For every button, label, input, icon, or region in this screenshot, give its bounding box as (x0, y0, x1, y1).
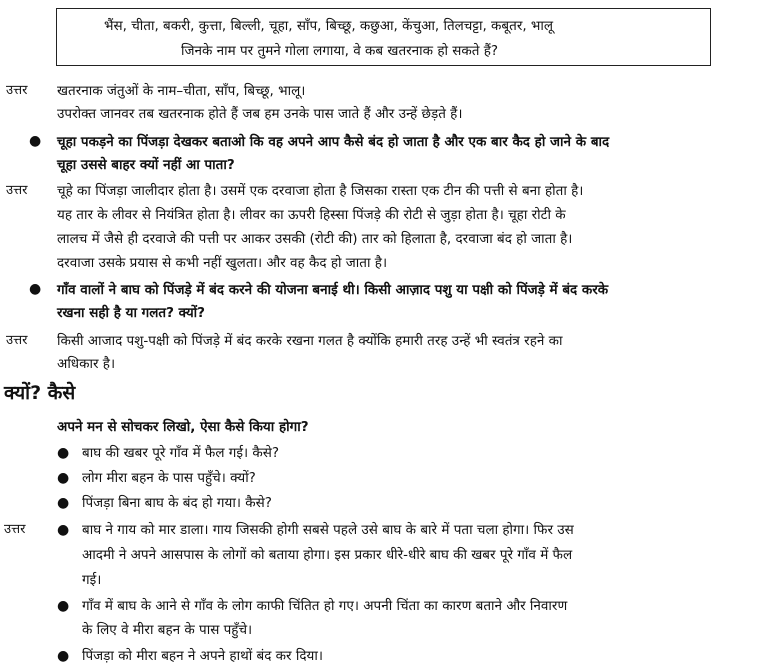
bullet-icon: ● (29, 133, 42, 149)
question-2-line-2: चूहा उससे बाहर क्यों नहीं आ पाता? (57, 157, 235, 173)
answer-2-line-2: यह तार के लीवर से नियंत्रित होता है। लीवर का ऊपरी हिस्सा पिंजड़े की रोटी से जुड़ा होता है। चूहा रोटी के (57, 207, 566, 223)
bullet-icon: ● (57, 445, 70, 461)
answer-2-line-1: चूहे का पिंजड़ा जालीदार होता है। उसमें एक दरवाजा होता है जिसका रास्ता एक टीन की पत्ती से बना होता है। (57, 183, 584, 199)
section-heading: क्यों? कैसे (4, 382, 76, 404)
answer-first-line-2: आदमी ने अपने आसपास के लोगों को बताया होगा। इस प्रकार धीरे-धीरे बाघ की खबर पूरे गाँव में फैल (82, 547, 573, 563)
answer-second-line-2: के लिए वे मीरा बहन के पास पहुँचे। (82, 622, 253, 638)
box-line-1: भैंस, चीता, बकरी, कुत्ता, बिल्ली, चूहा, साँप, बिच्छू, कछुआ, केंचुआ, तिलचट्टा, कबूतर, भालू (104, 18, 554, 34)
question-2-line-1: चूहा पकड़ने का पिंजड़ा देखकर बताओ कि वह अपने आप कैसे बंद हो जाता है और एक बार कैद हो जाने के बाद (57, 134, 610, 150)
box-line-2: जिनके नाम पर तुमने गोला लगाया, वे कब खतरनाक हो सकते हैं? (181, 43, 499, 59)
bullet-icon: ● (57, 648, 70, 664)
answer-1-line-2: उपरोक्त जानवर तब खतरनाक होते हैं जब हम उनके पास जाते हैं और उन्हें छेड़ते हैं। (57, 106, 463, 122)
answer-third-line-1: पिंजड़ा को मीरा बहन ने अपने हाथों बंद कर दिया। (82, 648, 323, 664)
answer-label-4: उत्तर (4, 522, 26, 537)
answer-3-line-2: अधिकार है। (57, 356, 116, 372)
answer-2-line-4: दरवाजा उसके प्रयास से कभी नहीं खुलता। और वह कैद हो जाता है। (57, 255, 388, 271)
answer-second-line-1: गाँव में बाघ के आने से गाँव के लोग काफी चिंतित हो गए। अपनी चिंता का कारण बताने और निवारण (82, 598, 568, 614)
question-3-line-2: रखना सही है या गलत? क्यों? (57, 305, 205, 321)
answer-first-line-1: बाघ ने गाय को मार डाला। गाय जिसकी होगी सबसे पहले उसे बाघ के बारे में पता चला होगा। फिर उस (82, 522, 574, 538)
bullet-icon: ● (57, 598, 70, 614)
question-item-3: पिंजड़ा बिना बाघ के बंद हो गया। कैसे? (82, 495, 272, 511)
answer-first-line-3: गई। (82, 572, 102, 588)
answer-label-1: उत्तर (6, 83, 28, 98)
answer-2-line-3: लालच में जैसे ही दरवाजे की पत्ती पर आकर उसकी (रोटी की) तार को हिलाता है, दरवाजा बंद हो जाता है। (57, 231, 573, 247)
question-item-1: बाघ की खबर पूरे गाँव में फैल गई। कैसे? (82, 445, 280, 461)
answer-1-line-1: खतरनाक जंतुओं के नाम–चीता, साँप, बिच्छू, भालू। (57, 83, 306, 99)
bullet-icon: ● (29, 281, 42, 297)
instruction: अपने मन से सोचकर लिखो, ऐसा कैसे किया होगा? (57, 419, 309, 435)
bullet-icon: ● (57, 495, 70, 511)
question-3-line-1: गाँव वालों ने बाघ को पिंजड़े में बंद करने की योजना बनाई थी। किसी आज़ाद पशु या पक्षी को पिंजड़े में बंद करके (57, 282, 609, 298)
bullet-icon: ● (57, 470, 70, 486)
question-item-2: लोग मीरा बहन के पास पहुँचे। क्यों? (82, 470, 256, 486)
bullet-icon: ● (57, 522, 70, 538)
answer-label-3: उत्तर (6, 333, 28, 348)
answer-3-line-1: किसी आजाद पशु-पक्षी को पिंजड़े में बंद करके रखना गलत है क्योंकि हमारी तरह उन्हें भी स्वतंत्र रहने का (57, 333, 563, 349)
answer-label-2: उत्तर (6, 183, 28, 198)
